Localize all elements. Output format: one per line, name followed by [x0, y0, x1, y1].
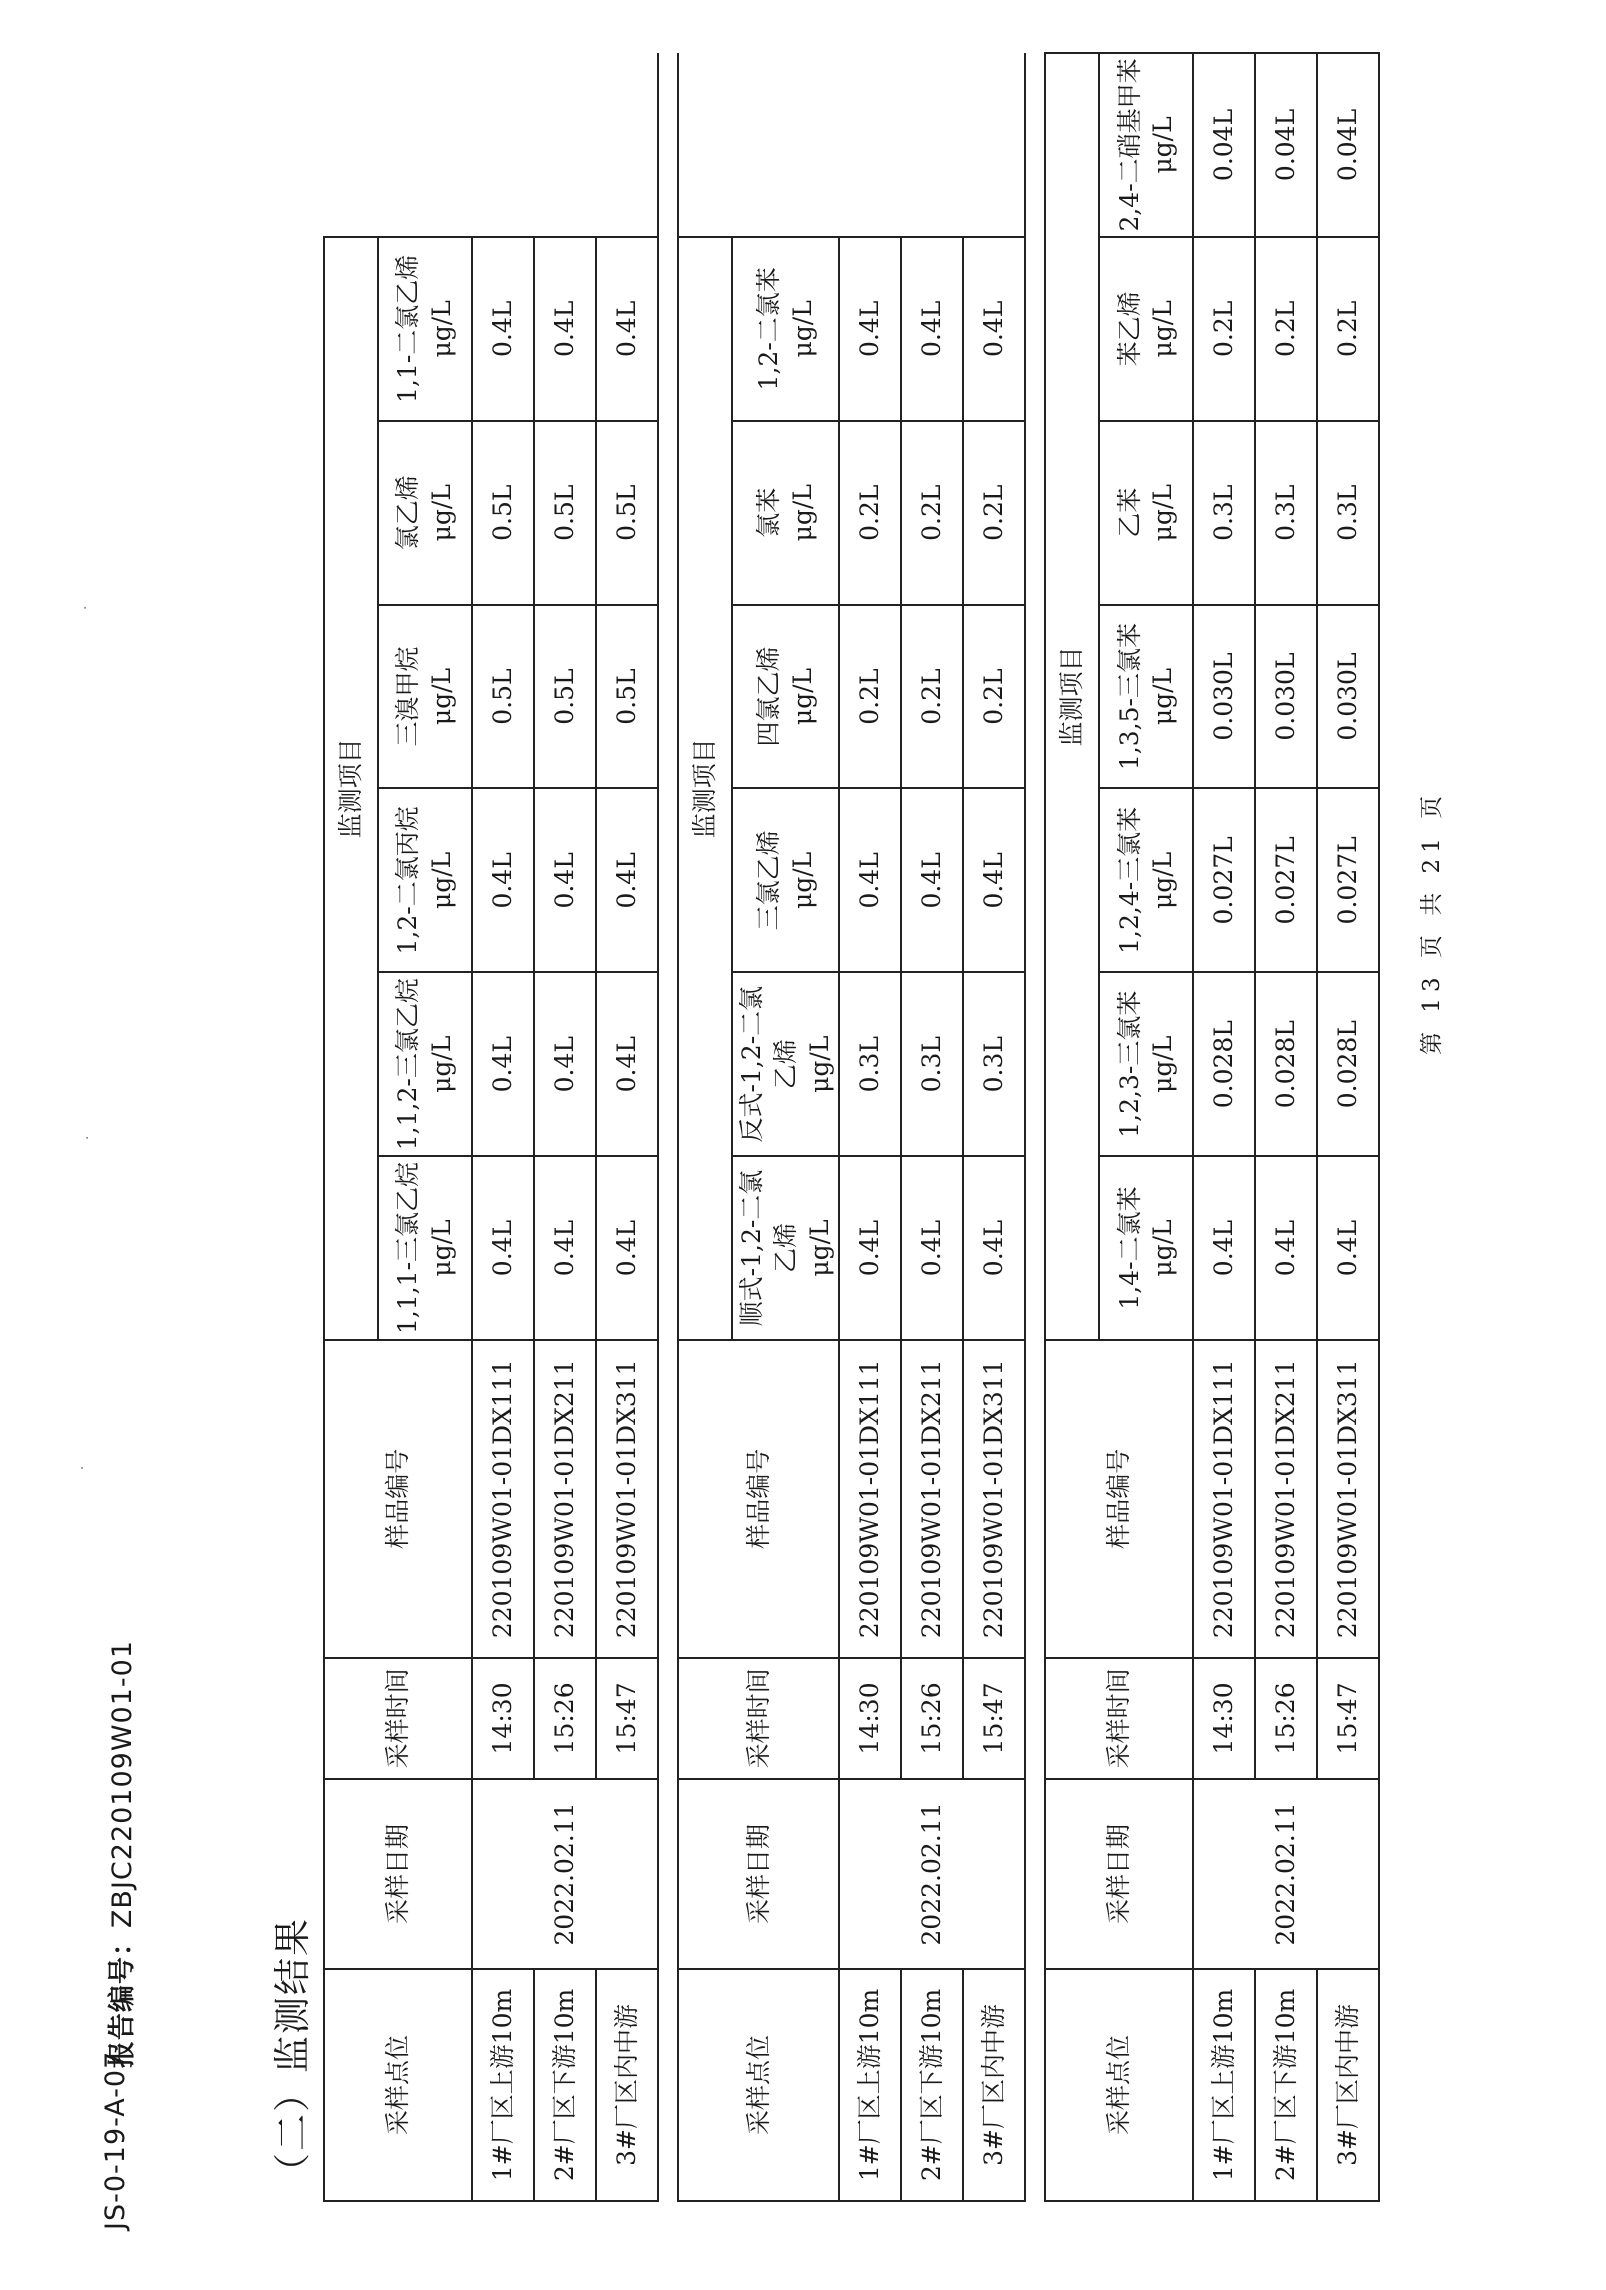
header-sample-id: 样品编号	[678, 1340, 839, 1658]
cell-value: 0.4L	[472, 1156, 534, 1340]
cell-value: 0.4L	[839, 237, 901, 421]
scan-speck: ·	[80, 1135, 96, 1140]
section-title: （二）监测结果	[271, 1917, 314, 2190]
param-name: 1,4-二氯苯	[1114, 1186, 1144, 1310]
cell-value: 0.4L	[1317, 1156, 1379, 1340]
param-header	[1099, 972, 1193, 1156]
cell-value: 0.3L	[963, 972, 1025, 1156]
param-unit: μg/L	[787, 851, 817, 909]
param-header	[732, 605, 839, 789]
cell-location: 1#厂区上游10m	[1193, 1969, 1255, 2201]
param-header	[732, 788, 839, 972]
param-unit: μg/L	[1148, 1219, 1178, 1277]
cell-value: 0.2L	[839, 605, 901, 789]
cell-value: 0.4L	[963, 1156, 1025, 1340]
param-unit: μg/L	[804, 1035, 834, 1093]
param-unit: μg/L	[1148, 667, 1178, 726]
cell-sample-id: 220109W01-01DX111	[1193, 1340, 1255, 1658]
header-monitoring-items: 监测项目	[678, 237, 732, 1340]
param-name: 三溴甲烷	[393, 646, 423, 747]
cell-value: 0.030L	[1255, 605, 1317, 789]
param-unit: μg/L	[1148, 116, 1178, 174]
table-header-row	[678, 53, 732, 2201]
cell-value: 0.4L	[534, 237, 596, 421]
header-monitoring-items: 监测项目	[1045, 53, 1099, 1340]
param-header	[378, 1156, 472, 1340]
param-header	[732, 421, 839, 605]
cell-value: 0.4L	[534, 788, 596, 972]
param-unit: μg/L	[1148, 851, 1178, 909]
cell-value: 0.4L	[472, 237, 534, 421]
scan-speck: ·	[75, 1465, 91, 1470]
results-table-body	[324, 53, 1379, 2201]
cell-value: 0.3L	[1193, 421, 1255, 605]
param-name: 1,1-二氯乙烯	[393, 254, 423, 403]
table-row	[1193, 53, 1255, 2201]
param-unit: μg/L	[1148, 484, 1178, 542]
cell-time: 14:30	[472, 1658, 534, 1779]
cell-value: 0.3L	[1255, 421, 1317, 605]
cell-value: 0.5L	[472, 421, 534, 605]
param-name: 反式-1,2-二氯乙烯	[737, 985, 800, 1143]
cell-location: 1#厂区上游10m	[472, 1969, 534, 2201]
param-unit: μg/L	[1148, 1035, 1178, 1093]
cell-value: 0.4L	[901, 788, 963, 972]
cell-value: 0.5L	[596, 605, 658, 789]
cell-location: 2#厂区下游10m	[534, 1969, 596, 2201]
cell-value: 0.4L	[472, 788, 534, 972]
cell-date: 2022.02.11	[1193, 1779, 1379, 1969]
results-table	[323, 52, 1380, 2202]
param-name: 氯苯	[753, 487, 783, 538]
header-location: 采样点位	[678, 1969, 839, 2201]
table-separator	[1025, 53, 1045, 2201]
header-sample-id: 样品编号	[1045, 1340, 1193, 1658]
cell-value: 0.027L	[1317, 788, 1379, 972]
param-header	[1099, 788, 1193, 972]
results-tables	[323, 52, 1380, 2202]
param-header	[378, 788, 472, 972]
param-unit: μg/L	[787, 667, 817, 726]
cell-value: 0.4L	[596, 972, 658, 1156]
param-name: 氯乙烯	[393, 475, 423, 551]
table-header-row	[1045, 53, 1099, 2201]
cell-location: 3#厂区内中游	[1317, 1969, 1379, 2201]
cell-value: 0.5L	[596, 421, 658, 605]
separator-cell	[1025, 53, 1045, 2201]
param-unit: μg/L	[427, 484, 456, 542]
cell-sample-id: 220109W01-01DX111	[472, 1340, 534, 1658]
cell-sample-id: 220109W01-01DX211	[1255, 1340, 1317, 1658]
cell-value: 0.4L	[1193, 1156, 1255, 1340]
param-unit: μg/L	[427, 1035, 456, 1093]
cell-value: 0.027L	[1193, 788, 1255, 972]
cell-value: 0.4L	[534, 972, 596, 1156]
cell-value: 0.2L	[1193, 237, 1255, 421]
param-header	[378, 237, 472, 421]
cell-location: 1#厂区上游10m	[839, 1969, 901, 2201]
cell-value: 0.2L	[963, 421, 1025, 605]
param-name: 四氯乙烯	[753, 646, 783, 747]
cell-date: 2022.02.11	[839, 1779, 1025, 1969]
param-name: 三氯乙烯	[753, 830, 783, 931]
cell-sample-id: 220109W01-01DX311	[963, 1340, 1025, 1658]
cell-value: 0.3L	[839, 972, 901, 1156]
param-header	[1099, 53, 1193, 237]
cell-sample-id: 220109W01-01DX211	[534, 1340, 596, 1658]
cell-time: 15:26	[534, 1658, 596, 1779]
cell-value: 0.2L	[901, 605, 963, 789]
cell-value: 0.4L	[901, 237, 963, 421]
cell-sample-id: 220109W01-01DX211	[901, 1340, 963, 1658]
param-header	[732, 237, 839, 421]
param-name: 苯乙烯	[1114, 291, 1144, 367]
param-unit: μg/L	[787, 484, 817, 542]
cell-value: 0.4L	[839, 1156, 901, 1340]
param-name: 2,4-二硝基甲苯	[1114, 58, 1144, 232]
param-unit: μg/L	[427, 300, 456, 358]
cell-time: 15:47	[1317, 1658, 1379, 1779]
cell-value: 0.027L	[1255, 788, 1317, 972]
param-name: 1,1,2-三氯乙烷	[393, 978, 423, 1151]
param-name: 1,2-二氯丙烷	[393, 806, 423, 955]
header-date: 采样日期	[1045, 1779, 1193, 1969]
cell-time: 14:30	[839, 1658, 901, 1779]
page-footer: 第 13 页 共 21 页	[1419, 789, 1445, 1055]
param-header	[378, 605, 472, 789]
cell-value: 0.030L	[1193, 605, 1255, 789]
report-number-value: ZBJC220109W01-01	[107, 1640, 138, 1929]
header-sample-id: 样品编号	[324, 1340, 472, 1658]
cell-value: 0.4L	[963, 237, 1025, 421]
header-location: 采样点位	[1045, 1969, 1193, 2201]
cell-value: 0.030L	[1317, 605, 1379, 789]
param-header	[1099, 421, 1193, 605]
param-header	[1099, 605, 1193, 789]
header-monitoring-items: 监测项目	[324, 237, 378, 1340]
cell-value: 0.4L	[963, 788, 1025, 972]
param-unit: μg/L	[1148, 300, 1178, 358]
param-name: 1,2-二氯苯	[753, 267, 783, 391]
cell-value: 0.4L	[472, 972, 534, 1156]
cell-value: 0.3L	[1317, 421, 1379, 605]
table-row	[472, 53, 534, 2201]
cell-value: 0.2L	[901, 421, 963, 605]
cell-value: 0.4L	[596, 237, 658, 421]
cell-value: 0.4L	[534, 1156, 596, 1340]
cell-time: 15:47	[596, 1658, 658, 1779]
table-row	[839, 53, 901, 2201]
cell-value: 0.5L	[534, 421, 596, 605]
cell-location: 2#厂区下游10m	[901, 1969, 963, 2201]
cell-value: 0.3L	[901, 972, 963, 1156]
cell-sample-id: 220109W01-01DX111	[839, 1340, 901, 1658]
header-location: 采样点位	[324, 1969, 472, 2201]
cell-time: 15:47	[963, 1658, 1025, 1779]
header-date: 采样日期	[678, 1779, 839, 1969]
cell-value: 0.5L	[534, 605, 596, 789]
table-separator	[658, 53, 678, 2201]
cell-value: 0.028L	[1193, 972, 1255, 1156]
param-header	[378, 421, 472, 605]
cell-location: 2#厂区下游10m	[1255, 1969, 1317, 2201]
cell-value: 0.4L	[596, 1156, 658, 1340]
param-name: 1,2,3-三氯苯	[1114, 990, 1144, 1138]
param-name: 1,2,4-三氯苯	[1114, 806, 1144, 954]
cell-value: 0.2L	[1255, 237, 1317, 421]
form-code: JS-0-19-A-07	[100, 2050, 131, 2230]
separator-cell	[658, 53, 678, 2201]
cell-sample-id: 220109W01-01DX311	[1317, 1340, 1379, 1658]
cell-time: 14:30	[1193, 1658, 1255, 1779]
cell-value: 0.4L	[839, 788, 901, 972]
table-header-row	[324, 53, 378, 2201]
param-unit: μg/L	[427, 667, 456, 726]
report-number	[100, 1640, 139, 2068]
param-name: 1,1,1-三氯乙烷	[393, 1161, 423, 1335]
header-time: 采样时间	[1045, 1658, 1193, 1779]
cell-value: 0.2L	[963, 605, 1025, 789]
param-name: 顺式-1,2-二氯乙烯	[737, 1169, 800, 1327]
param-name: 1,3,5-三氯苯	[1114, 623, 1144, 771]
cell-value: 0.4L	[596, 788, 658, 972]
param-header	[1099, 237, 1193, 421]
report-number-label: 报告编号：	[107, 1928, 138, 2069]
cell-time: 15:26	[901, 1658, 963, 1779]
cell-location: 3#厂区内中游	[596, 1969, 658, 2201]
param-unit: μg/L	[427, 1219, 456, 1277]
param-name: 乙苯	[1114, 487, 1144, 538]
param-header	[732, 1156, 839, 1340]
cell-value: 0.4L	[1255, 1156, 1317, 1340]
cell-value: 0.04L	[1193, 53, 1255, 237]
cell-value: 0.028L	[1255, 972, 1317, 1156]
cell-value: 0.028L	[1317, 972, 1379, 1156]
cell-value: 0.2L	[839, 421, 901, 605]
cell-date: 2022.02.11	[472, 1779, 658, 1969]
param-header	[1099, 1156, 1193, 1340]
scan-speck: ·	[78, 605, 94, 610]
cell-value: 0.2L	[1317, 237, 1379, 421]
param-unit: μg/L	[804, 1219, 834, 1277]
cell-value: 0.04L	[1317, 53, 1379, 237]
cell-value: 0.4L	[901, 1156, 963, 1340]
cell-value: 0.04L	[1255, 53, 1317, 237]
header-time: 采样时间	[678, 1658, 839, 1779]
param-header	[732, 972, 839, 1156]
param-header	[378, 972, 472, 1156]
header-time: 采样时间	[324, 1658, 472, 1779]
header-date: 采样日期	[324, 1779, 472, 1969]
param-unit: μg/L	[787, 300, 817, 358]
cell-location: 3#厂区内中游	[963, 1969, 1025, 2201]
cell-sample-id: 220109W01-01DX311	[596, 1340, 658, 1658]
cell-time: 15:26	[1255, 1658, 1317, 1779]
cell-value: 0.5L	[472, 605, 534, 789]
param-unit: μg/L	[427, 851, 456, 909]
